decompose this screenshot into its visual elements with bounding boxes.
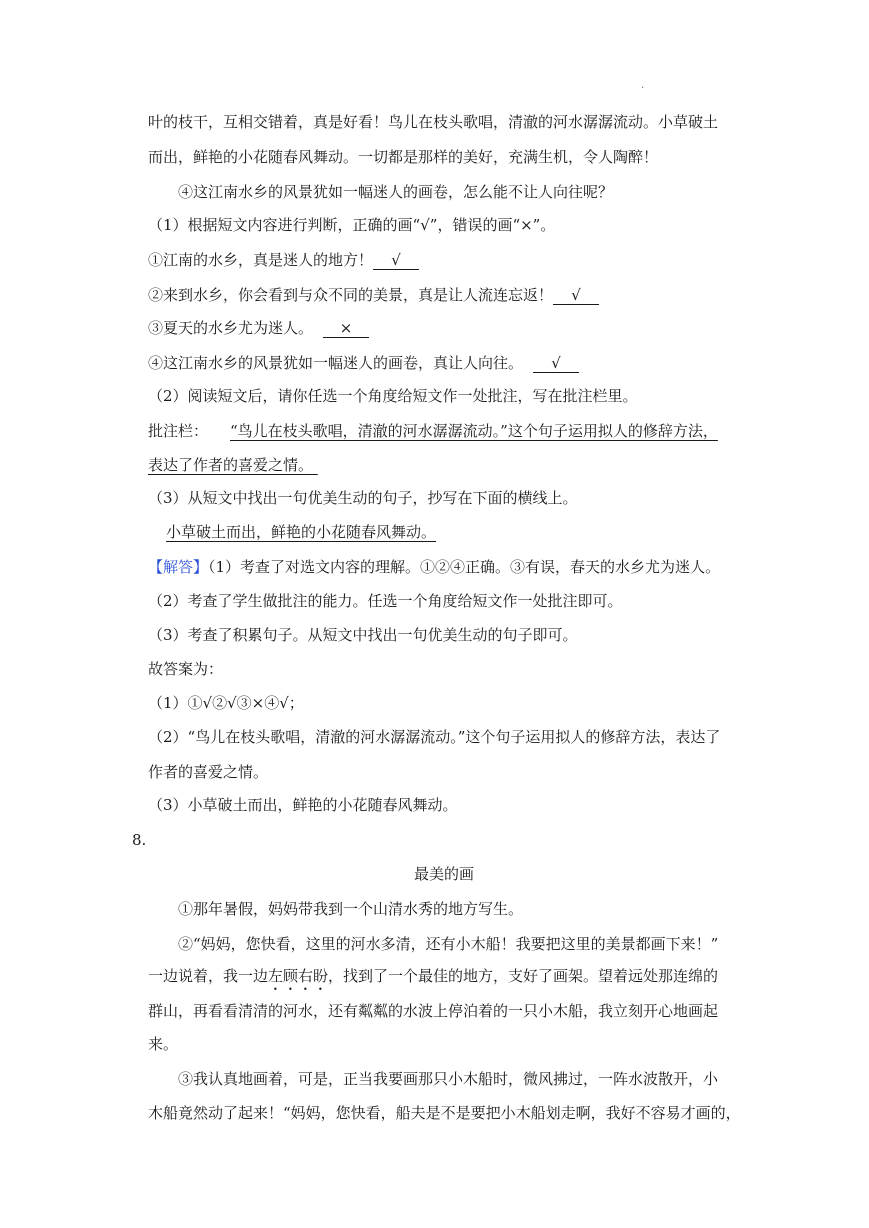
q1-item-answer: × [323,319,369,338]
solution-line: 故答案为： [148,660,224,678]
passage-title: 最美的画 [413,865,474,883]
passage-line: 叶的枝干，互相交错着，真是好看！鸟儿在枝头歌唱，清澈的河水潺潺流动。小草破土 [148,113,719,131]
question-number: 8. [132,831,147,849]
q1-item [148,285,740,305]
q1-item [148,318,740,338]
passage-line: ①那年暑假，妈妈带我到一个山清水秀的地方写生。 [178,900,524,918]
q1-item [148,250,740,270]
q1-item-text: ④这江南水乡的风景犹如一幅迷人的画卷，真让人向往。 [148,354,524,372]
solution-tag: 【解答】 [148,558,209,576]
passage-line: ③我认真地画着，可是，正当我要画那只小木船时，微风拂过，一阵水波散开，小 [178,1070,719,1088]
q1-item-text: ②来到水乡，你会看到与众不同的美景，真是让人流连忘返！ [148,286,554,304]
q3-prompt: （3）从短文中找出一句优美生动的句子，抄写在下面的横线上。 [148,489,578,507]
solution-line: （2）“鸟儿在枝头歌唱，清澈的河水潺潺流动。”这个句子运用拟人的修辞方法，表达了 [148,728,721,746]
q2-answer: “鸟儿在枝头歌唱，清澈的河水潺潺流动。”这个句子运用拟人的修辞方法， [230,422,718,440]
emphasized-word: 左顾右盼 [268,967,329,985]
solution-line: （3）考查了积累句子。从短文中找出一句优美生动的句子即可。 [148,626,578,644]
q1-item [148,353,740,373]
passage-line: 来。 [148,1035,179,1053]
q1-prompt: （1）根据短文内容进行判断，正确的画“√”，错误的画“×”。 [148,216,556,234]
passage-line: 而出，鲜艳的小花随春风舞动。一切都是那样的美好，充满生机，令人陶醉！ [148,148,659,166]
solution-line: （2）考查了学生做批注的能力。任选一个角度给短文作一处批注即可。 [148,592,623,610]
solution-line: 【解答】（1）考查了对选文内容的理解。①②④正确。③有误，春天的水乡尤为迷人。 [148,558,721,576]
q2-annotation [148,421,740,441]
solution-line: （1）①√②√③×④√； [148,694,304,712]
passage-paragraph-4: ④这江南水乡的风景犹如一幅迷人的画卷，怎么能不让人向往呢？ [178,183,614,201]
solution-line: （3）小草破土而出，鲜艳的小花随春风舞动。 [148,796,458,814]
passage-line: 群山，再看看清清的河水，还有粼粼的水波上停泊着的一只小木船，我立刻开心地画起 [148,1002,719,1020]
passage-line: 木船竟然动了起来！“妈妈，您快看，船夫是不是要把小木船划走啊，我好不容易才画的， [148,1104,741,1122]
q1-item-answer: √ [553,286,599,305]
solution-line: 作者的喜爱之情。 [148,763,269,781]
q2-label: 批注栏： [148,422,209,440]
q1-item-text: ③夏天的水乡尤为迷人。 [148,319,314,337]
q1-item-text: ①江南的水乡，真是迷人的地方！ [148,251,374,269]
q2-answer-cont: 表达了作者的喜爱之情。 [148,456,314,474]
passage-line: 一边说着，我一边左顾右盼，找到了一个最佳的地方，支好了画架。望着远处那连绵的 [148,967,719,985]
q1-item-answer: √ [533,354,579,373]
q1-item-answer: √ [373,251,419,270]
q2-prompt: （2）阅读短文后，请你任选一个角度给短文作一处批注，写在批注栏里。 [148,387,638,405]
passage-line: ②“妈妈，您快看，这里的河水多清，还有小木船！我要把这里的美景都画下来！” [178,935,719,953]
q3-answer: 小草破土而出，鲜艳的小花随春风舞动。 [166,523,437,541]
page-dot: . [641,80,645,91]
